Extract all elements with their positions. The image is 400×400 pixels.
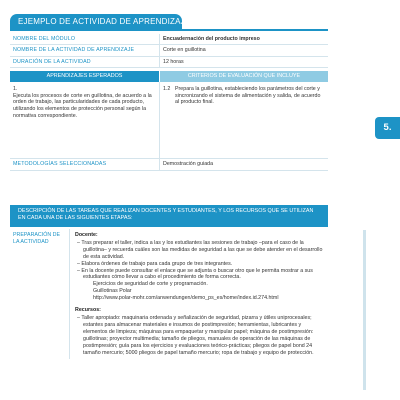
info-label: DURACIÓN DE LA ACTIVIDAD: [13, 58, 91, 65]
aprendizaje-cell: [10, 82, 159, 158]
sub-line: Guillotinas Polar: [93, 288, 132, 295]
criterio-cell: [159, 82, 328, 158]
info-value: Encuadernación del producto impreso: [159, 34, 328, 44]
list-item: – Tras preparar el taller, indica a las y los estudiantes las sesiones de trabajo –para el caso de la guillotina– y recuerda cuáles son las medidas de seguridad a las que se debe atender en el desarrollo de esta actividad.: [77, 239, 323, 260]
aprendizaje-number: 1.: [13, 86, 18, 93]
page-title: EJEMPLO DE ACTIVIDAD DE APRENDIZAJE: [10, 14, 182, 30]
info-row-activity: [10, 45, 328, 56]
aprendizaje-text: Ejecuta los procesos de corte en guillotina, de acuerdo a la orden de trabajo, las particularidades de cada producto, utilizando los elementos de protección personal según la normativa correspondiente.: [13, 92, 152, 119]
info-label: METODOLOGÍAS SELECCIONADAS: [13, 161, 107, 168]
info-row-module: [10, 34, 328, 45]
sub-line: Ejercicios de seguridad de corte y programación.: [93, 281, 208, 288]
content-divider: [363, 230, 366, 390]
activity-stage-table: [10, 229, 328, 359]
list-item: – Elabora órdenes de trabajo para cada grupo de tres integrantes.: [77, 260, 233, 267]
description-header: DESCRIPCIÓN DE LAS TAREAS QUE REALIZAN DOCENTES Y ESTUDIANTES, Y LOS RECURSOS QUE SE UTILIZAN EN CADA UNA DE LAS SIGUIENTES ETAPAS:: [10, 205, 328, 227]
info-row-methodology: [10, 159, 328, 170]
stage-content: [69, 229, 328, 359]
resource-link[interactable]: http://www.polar-mohr.com/anwendungen/demo_ps_es/home/index.id.274.html: [93, 295, 279, 302]
learning-criteria-header: [10, 71, 328, 82]
info-label: NOMBRE DEL MÓDULO: [13, 36, 76, 42]
info-value: Corte en guillotina: [159, 45, 328, 55]
criterio-text: Prepara la guillotina, estableciendo los parámetros del corte y sincronizando el sistema de alimentación y salida, de acuerdo al producto final.: [175, 86, 321, 106]
activity-info-table: [10, 34, 328, 171]
criterio-number: 1.2: [163, 86, 171, 93]
list-item: – Taller apropiado: maquinaria ordenada y señalización de seguridad, pizarra y útiles uniprocesales; estantes para almacenar materiales e insumos de postimpresión; herramientas, lubricantes y elementos de limpieza; máquinas para empaquetar y manipular papel; máquina de postimpresión: guillotinas; proyector multimedia; tamaño de pliegos, manuales de operación de las máquinas de postimpresión; guía para los ejercicios y evaluaciones teórico-prácticas; pliegos de papel bond 24 tamaño mercurio; 5000 pliegos de papel tamaño mercurio; ropa de trabajo y equipo de protección.: [77, 314, 314, 356]
recursos-title: Recursos:: [75, 307, 101, 314]
info-row-duration: [10, 57, 328, 68]
info-label: NOMBRE DE LA ACTIVIDAD DE APRENDIZAJE: [13, 47, 135, 54]
page-number-tab: 5.: [375, 117, 400, 139]
info-value: 12 horas: [159, 57, 328, 67]
docente-title: Docente:: [75, 232, 98, 238]
info-value: Demostración guiada: [159, 159, 328, 169]
header-criterios: CRITERIOS DE EVALUACIÓN QUE INCLUYE: [160, 71, 328, 82]
header-aprendizajes: APRENDIZAJES ESPERADOS: [10, 71, 159, 82]
list-item: – En la docente puede consultar el enlace que se adjunta o buscar otro que le permita mostrar a sus estudiantes cómo llevar a cabo el procedimiento de forma correcta.: [77, 267, 313, 281]
stage-label: PREPARACIÓN DE LA ACTIVIDAD: [13, 232, 60, 245]
learning-criteria-row: [10, 82, 328, 159]
